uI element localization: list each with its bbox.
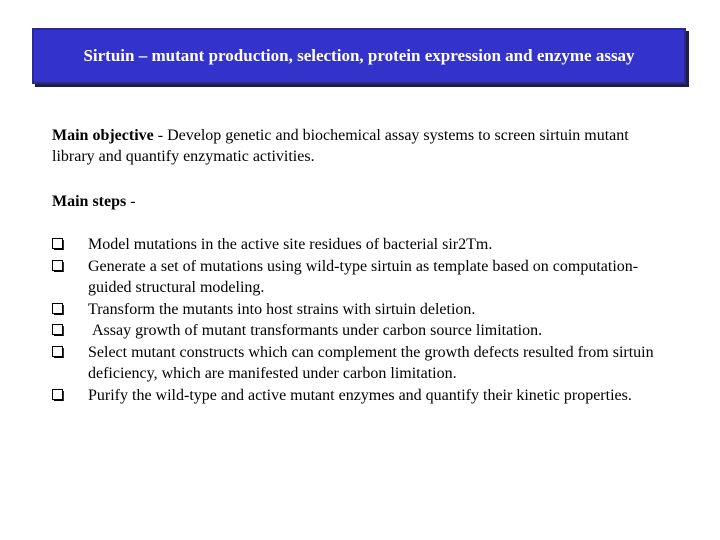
step-item	[52, 299, 672, 321]
objective-separator: -	[153, 127, 168, 144]
objective-text: Develop genetic and biochemical assay systems to screen sirtuin mutant library and quantify enzymatic activities.	[52, 127, 629, 165]
hollow-square-bullet-icon	[52, 389, 64, 401]
steps-list	[52, 234, 672, 406]
step-text: Generate a set of mutations using wild-type sirtuin as template based on computation-guided structural modeling.	[88, 257, 639, 296]
hollow-square-bullet-icon	[52, 238, 64, 250]
step-item	[52, 234, 672, 256]
step-item	[52, 320, 672, 342]
objective-label: Main objective	[52, 127, 154, 144]
step-text: Transform the mutants into host strains with sirtuin deletion.	[88, 300, 476, 318]
step-text: Model mutations in the active site residues of bacterial sir2Tm.	[88, 236, 493, 253]
step-item	[52, 385, 672, 407]
steps-label: Main steps	[52, 193, 127, 210]
hollow-square-bullet-icon	[52, 346, 64, 358]
step-text: Purify the wild-type and active mutant enzymes and quantify their kinetic properties.	[88, 386, 632, 404]
step-item	[52, 256, 672, 299]
title-banner	[32, 28, 686, 84]
main-objective	[52, 125, 662, 167]
step-text: Assay growth of mutant transformants under carbon source limitation.	[88, 322, 543, 339]
hollow-square-bullet-icon	[52, 324, 64, 336]
slide-title: Sirtuin – mutant production, selection, protein expression and enzyme assay	[83, 46, 635, 65]
step-text: Select mutant constructs which can complement the growth defects resulted from sirtuin deficiency, which are manifested under carbon limitation.	[88, 343, 654, 382]
main-steps-heading	[52, 191, 136, 212]
hollow-square-bullet-icon	[52, 303, 64, 315]
step-item	[52, 342, 672, 385]
steps-separator: -	[126, 193, 136, 210]
hollow-square-bullet-icon	[52, 260, 64, 272]
